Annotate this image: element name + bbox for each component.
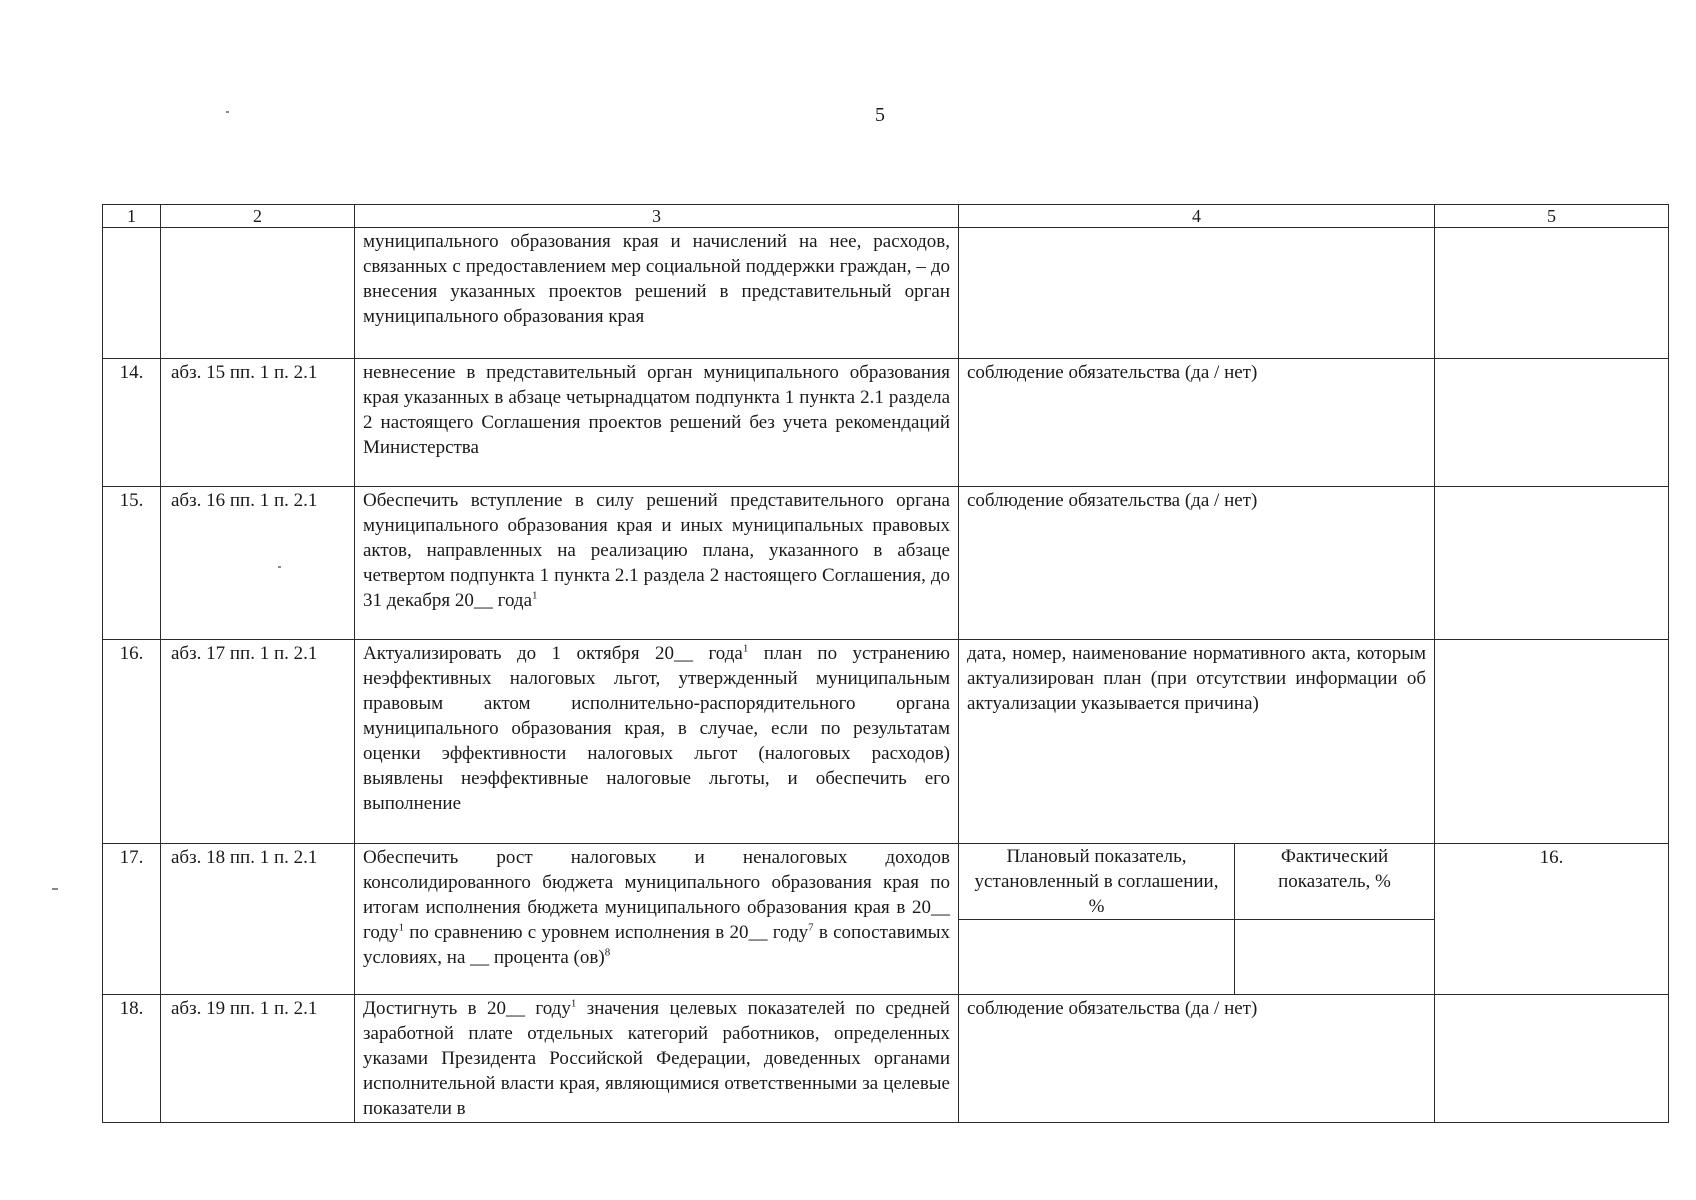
description-text: Обеспечить рост налоговых и неналоговых доходов консолидированного бюджета муниципального образования края по итогам исполнения бюджета муниципального образования края в 20__ году bbox=[363, 847, 950, 943]
table-row bbox=[103, 640, 1669, 844]
footnote-mark: 1 bbox=[532, 589, 538, 602]
row-reference: абз. 19 пп. 1 п. 2.1 bbox=[161, 995, 355, 1123]
header-cell: 5 bbox=[1435, 205, 1669, 228]
table-row bbox=[103, 844, 1669, 995]
row-reference: абз. 15 пп. 1 п. 2.1 bbox=[161, 359, 355, 487]
header-cell: 4 bbox=[959, 205, 1435, 228]
table-row bbox=[103, 487, 1669, 640]
indicator-header-row bbox=[959, 844, 1434, 920]
description-text: значения целевых показателей по средней заработной плате отдельных категорий работников, определенных указами Президента Российской Федерации, доведенных органами исполнительной власти края, являющимися ответственными за целевые показатели в bbox=[363, 998, 950, 1119]
description-text: Обеспечить вступление в силу решений представительного органа муниципального образования края и иных муниципальных правовых актов, направленных на реализацию плана, указанного в абзаце четвертом подпункта 1 пункта 2.1 раздела 2 настоящего Соглашения, до 31 декабря 20__ года bbox=[363, 490, 950, 611]
table-header-row bbox=[103, 205, 1669, 228]
description-cell bbox=[355, 640, 959, 844]
criterion-cell: дата, номер, наименование нормативного акта, которым актуализирован план (при отсутствии информации об актуализации указывается причина) bbox=[959, 640, 1435, 844]
row-reference: абз. 17 пп. 1 п. 2.1 bbox=[161, 640, 355, 844]
footnote-mark: 7 bbox=[808, 921, 814, 934]
table-row bbox=[103, 995, 1669, 1123]
col5-cell bbox=[1435, 995, 1669, 1123]
col5-cell bbox=[1435, 228, 1669, 359]
actual-indicator-value bbox=[1235, 920, 1435, 995]
criterion-cell: соблюдение обязательства (да / нет) bbox=[959, 359, 1435, 487]
criterion-cell bbox=[959, 228, 1435, 359]
scan-speck bbox=[226, 111, 229, 113]
description-text: Актуализировать до 1 октября 20__ года bbox=[363, 643, 743, 664]
col5-cell bbox=[1435, 359, 1669, 487]
col5-cell bbox=[1435, 640, 1669, 844]
footnote-mark: 1 bbox=[742, 642, 749, 655]
row-reference: абз. 18 пп. 1 п. 2.1 bbox=[161, 844, 355, 995]
row-number: 18. bbox=[103, 995, 161, 1123]
row-reference: абз. 16 пп. 1 п. 2.1 bbox=[161, 487, 355, 640]
footnote-mark: 8 bbox=[604, 946, 611, 959]
header-cell: 3 bbox=[355, 205, 959, 228]
header-cell: 1 bbox=[103, 205, 161, 228]
table-row bbox=[103, 359, 1669, 487]
num-cell bbox=[103, 228, 161, 359]
row-number: 14. bbox=[103, 359, 161, 487]
footnote-mark: 1 bbox=[398, 921, 404, 934]
description-cell bbox=[355, 995, 959, 1123]
description-text: Достигнуть в 20__ году bbox=[363, 998, 571, 1019]
page-number: 5 bbox=[875, 104, 885, 126]
criterion-cell: соблюдение обязательства (да / нет) bbox=[959, 487, 1435, 640]
planned-indicator-value bbox=[959, 920, 1235, 995]
row-number: 16. bbox=[103, 640, 161, 844]
indicator-subtable bbox=[959, 844, 1434, 994]
col5-cell: 16. bbox=[1435, 844, 1669, 995]
ref-cell bbox=[161, 228, 355, 359]
description-cell bbox=[355, 844, 959, 995]
table-row bbox=[103, 228, 1669, 359]
row-number: 17. bbox=[103, 844, 161, 995]
description-cell bbox=[355, 487, 959, 640]
criterion-cell: соблюдение обязательства (да / нет) bbox=[959, 995, 1435, 1123]
col5-cell bbox=[1435, 487, 1669, 640]
obligations-table bbox=[102, 204, 1669, 1123]
indicator-value-row bbox=[959, 920, 1434, 995]
scan-speck bbox=[52, 888, 58, 890]
actual-indicator-header: Фактический показатель, % bbox=[1235, 844, 1435, 920]
description-cell: невнесение в представительный орган муниципального образования края указанных в абзаце четырнадцатом подпункта 1 пункта 2.1 раздела 2 настоящего Соглашения проектов решений без учета рекомендаций Министерства bbox=[355, 359, 959, 487]
planned-indicator-header: Плановый показатель, установленный в соглашении, % bbox=[959, 844, 1235, 920]
description-text: план по устранению неэффективных налоговых льгот, утвержденный муниципальным правовым актом исполнительно-распорядительного органа муниципального образования края, в случае, если по результатам оценки эффективности налоговых льгот (налоговых расходов) выявлены неэффективные налоговые льготы, и обеспечить его выполнение bbox=[363, 643, 951, 814]
description-text: в сопоставимых условиях, на __ процента (ов) bbox=[363, 922, 950, 968]
header-cell: 2 bbox=[161, 205, 355, 228]
description-text: по сравнению с уровнем исполнения в 20__ году bbox=[403, 922, 809, 943]
row-number: 15. bbox=[103, 487, 161, 640]
indicator-cell bbox=[959, 844, 1435, 995]
description-cell: муниципального образования края и начислений на нее, расходов, связанных с предоставлением мер социальной поддержки граждан, – до внесения указанных проектов решений в представительный орган муниципального образования края bbox=[355, 228, 959, 359]
footnote-mark: 1 bbox=[570, 997, 577, 1010]
